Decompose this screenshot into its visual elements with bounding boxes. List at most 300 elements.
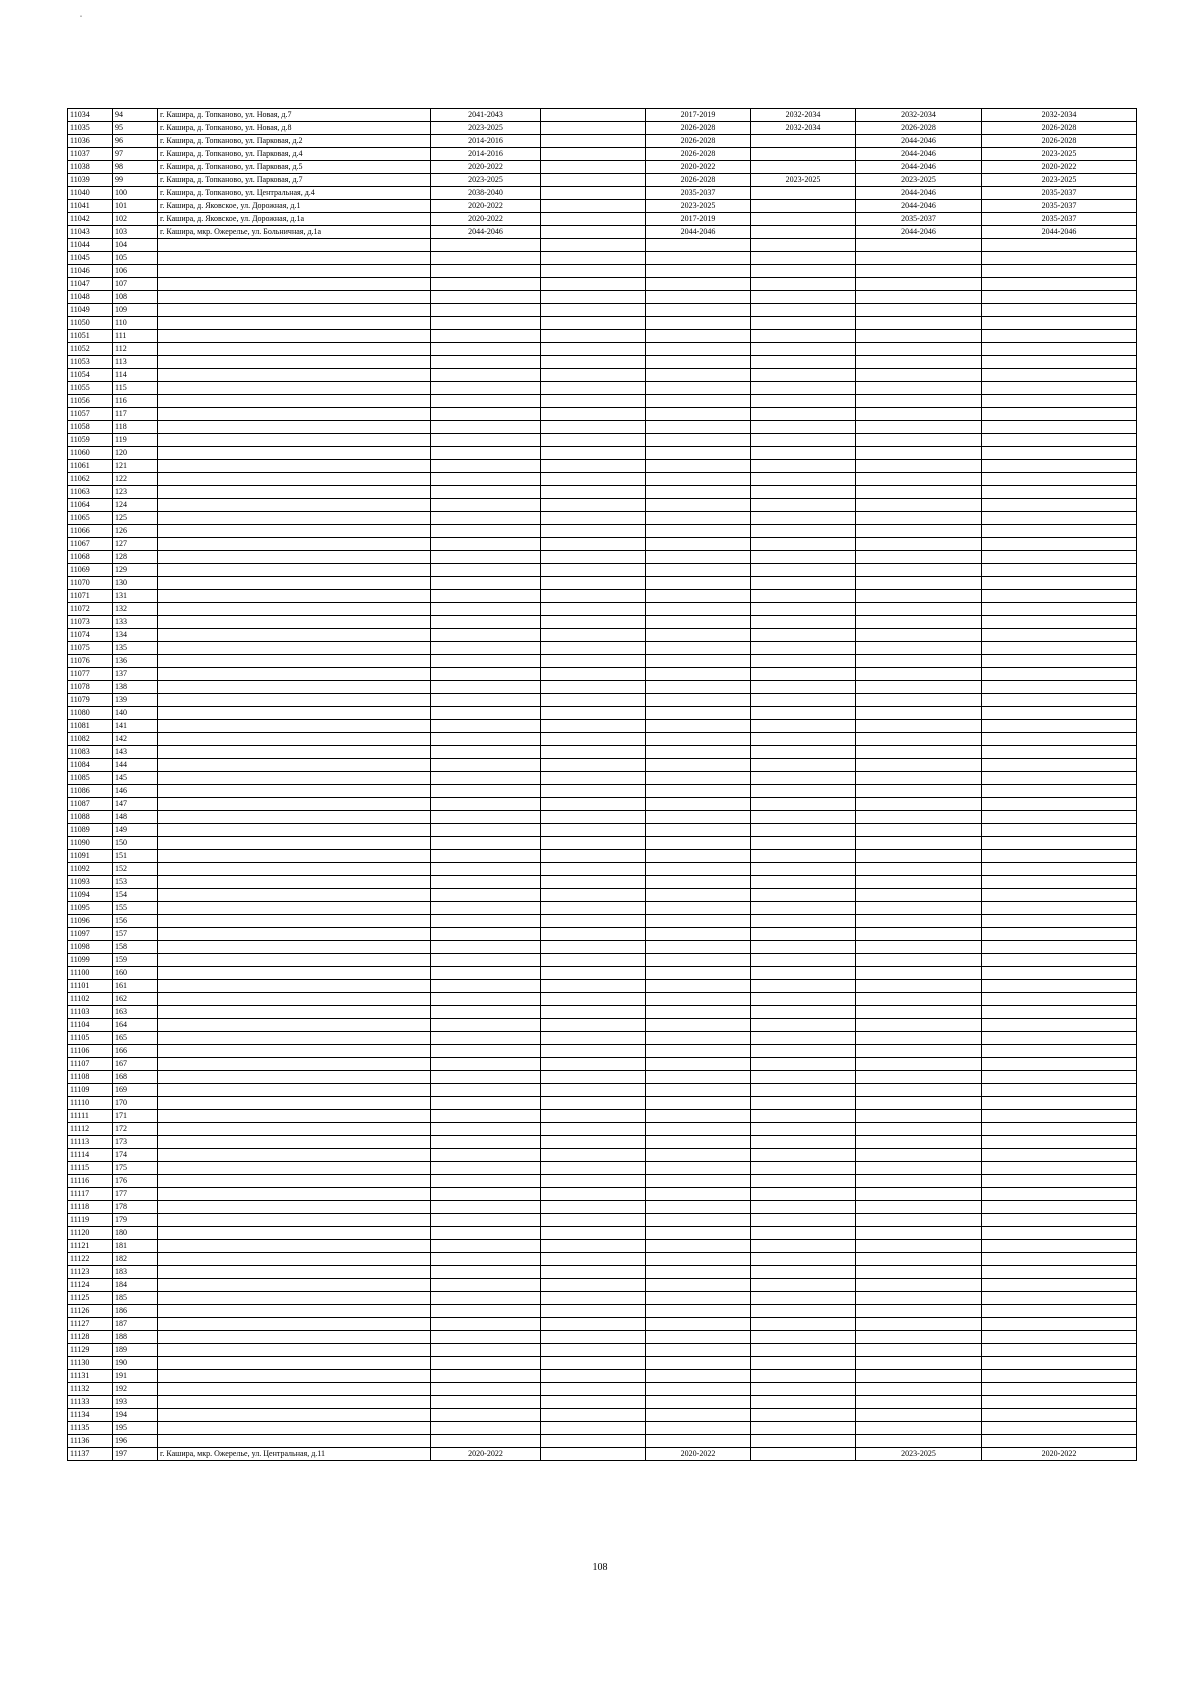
- table-row: [68, 863, 1137, 876]
- table-row: [68, 616, 1137, 629]
- row-number-cell: 182: [113, 1253, 158, 1266]
- address-cell: г. Кашира, мкр. Ожерелье, ул. Центральная, д.11: [158, 1448, 431, 1461]
- year-range-cell: [646, 1240, 751, 1253]
- year-range-cell: [646, 720, 751, 733]
- year-range-cell: [856, 1227, 982, 1240]
- address-cell: г. Кашира, д. Топканово, ул. Парковая, д.4: [158, 148, 431, 161]
- year-range-cell: [751, 1058, 856, 1071]
- table-row: [68, 1084, 1137, 1097]
- year-range-cell: [646, 265, 751, 278]
- row-number-cell: 196: [113, 1435, 158, 1448]
- year-range-cell: [751, 1240, 856, 1253]
- table-row: [68, 694, 1137, 707]
- year-range-cell: [541, 473, 646, 486]
- table-row: [68, 421, 1137, 434]
- year-range-cell: [541, 694, 646, 707]
- year-range-cell: [856, 642, 982, 655]
- year-range-cell: [541, 135, 646, 148]
- id-cell: 11129: [68, 1344, 113, 1357]
- year-range-cell: [856, 993, 982, 1006]
- year-range-cell: [751, 1032, 856, 1045]
- year-range-cell: [856, 1201, 982, 1214]
- id-cell: 11063: [68, 486, 113, 499]
- row-number-cell: 181: [113, 1240, 158, 1253]
- id-cell: 11087: [68, 798, 113, 811]
- year-range-cell: [431, 1409, 541, 1422]
- year-range-cell: 2035-2037: [982, 187, 1137, 200]
- year-range-cell: [431, 1136, 541, 1149]
- year-range-cell: 2026-2028: [646, 174, 751, 187]
- year-range-cell: [856, 889, 982, 902]
- address-cell: [158, 1266, 431, 1279]
- table-row: [68, 369, 1137, 382]
- year-range-cell: 2044-2046: [856, 226, 982, 239]
- address-cell: [158, 382, 431, 395]
- year-range-cell: [431, 603, 541, 616]
- year-range-cell: [646, 473, 751, 486]
- year-range-cell: [751, 434, 856, 447]
- year-range-cell: [982, 863, 1137, 876]
- table-row: [68, 1253, 1137, 1266]
- year-range-cell: [751, 278, 856, 291]
- row-number-cell: 112: [113, 343, 158, 356]
- year-range-cell: [751, 655, 856, 668]
- address-cell: [158, 460, 431, 473]
- year-range-cell: 2044-2046: [856, 200, 982, 213]
- table-row: [68, 1019, 1137, 1032]
- id-cell: 11097: [68, 928, 113, 941]
- year-range-cell: [541, 785, 646, 798]
- address-cell: [158, 629, 431, 642]
- address-cell: [158, 447, 431, 460]
- year-range-cell: [646, 1149, 751, 1162]
- id-cell: 11118: [68, 1201, 113, 1214]
- year-range-cell: [431, 889, 541, 902]
- table-row: [68, 499, 1137, 512]
- year-range-cell: [856, 1045, 982, 1058]
- year-range-cell: [646, 746, 751, 759]
- row-number-cell: 143: [113, 746, 158, 759]
- table-row: [68, 1266, 1137, 1279]
- address-cell: [158, 1435, 431, 1448]
- table-row: [68, 850, 1137, 863]
- address-cell: [158, 1357, 431, 1370]
- year-range-cell: [751, 1201, 856, 1214]
- address-cell: [158, 1097, 431, 1110]
- year-range-cell: [431, 395, 541, 408]
- table-row: [68, 1162, 1137, 1175]
- year-range-cell: [982, 1214, 1137, 1227]
- year-range-cell: [982, 824, 1137, 837]
- year-range-cell: [982, 1435, 1137, 1448]
- year-range-cell: [541, 772, 646, 785]
- year-range-cell: [646, 824, 751, 837]
- year-range-cell: [982, 707, 1137, 720]
- year-range-cell: [646, 1279, 751, 1292]
- year-range-cell: [541, 1344, 646, 1357]
- year-range-cell: [982, 772, 1137, 785]
- year-range-cell: [646, 876, 751, 889]
- year-range-cell: [646, 928, 751, 941]
- year-range-cell: [856, 473, 982, 486]
- address-cell: [158, 1110, 431, 1123]
- address-cell: [158, 902, 431, 915]
- year-range-cell: [541, 642, 646, 655]
- year-range-cell: [646, 577, 751, 590]
- address-cell: [158, 1305, 431, 1318]
- address-cell: [158, 330, 431, 343]
- year-range-cell: [856, 1175, 982, 1188]
- address-cell: [158, 772, 431, 785]
- year-range-cell: [431, 655, 541, 668]
- year-range-cell: [431, 1318, 541, 1331]
- year-range-cell: [541, 720, 646, 733]
- year-range-cell: [982, 1110, 1137, 1123]
- year-range-cell: [856, 941, 982, 954]
- table-row: [68, 577, 1137, 590]
- address-cell: [158, 1409, 431, 1422]
- year-range-cell: [751, 1019, 856, 1032]
- row-number-cell: 175: [113, 1162, 158, 1175]
- year-range-cell: [541, 1227, 646, 1240]
- year-range-cell: [431, 1240, 541, 1253]
- year-range-cell: [856, 980, 982, 993]
- year-range-cell: [982, 1136, 1137, 1149]
- year-range-cell: [431, 668, 541, 681]
- year-range-cell: [431, 408, 541, 421]
- year-range-cell: [751, 811, 856, 824]
- address-cell: [158, 1071, 431, 1084]
- year-range-cell: 2038-2040: [431, 187, 541, 200]
- table-row: [68, 135, 1137, 148]
- address-cell: [158, 603, 431, 616]
- row-number-cell: 115: [113, 382, 158, 395]
- year-range-cell: [431, 512, 541, 525]
- year-range-cell: [751, 1175, 856, 1188]
- id-cell: 11038: [68, 161, 113, 174]
- year-range-cell: [856, 1188, 982, 1201]
- table-row: [68, 213, 1137, 226]
- address-cell: г. Кашира, д. Топканово, ул. Парковая, д.7: [158, 174, 431, 187]
- year-range-cell: [541, 1305, 646, 1318]
- year-range-cell: [431, 980, 541, 993]
- year-range-cell: [646, 434, 751, 447]
- year-range-cell: [856, 330, 982, 343]
- row-number-cell: 169: [113, 1084, 158, 1097]
- year-range-cell: [541, 1032, 646, 1045]
- year-range-cell: [982, 369, 1137, 382]
- address-cell: [158, 512, 431, 525]
- year-range-cell: [856, 863, 982, 876]
- year-range-cell: [431, 993, 541, 1006]
- year-range-cell: [982, 473, 1137, 486]
- year-range-cell: [431, 343, 541, 356]
- address-cell: [158, 837, 431, 850]
- year-range-cell: [856, 850, 982, 863]
- year-range-cell: [541, 1110, 646, 1123]
- year-range-cell: [856, 1357, 982, 1370]
- table-row: [68, 408, 1137, 421]
- year-range-cell: [541, 317, 646, 330]
- id-cell: 11114: [68, 1149, 113, 1162]
- id-cell: 11054: [68, 369, 113, 382]
- address-cell: [158, 1032, 431, 1045]
- year-range-cell: [541, 1084, 646, 1097]
- year-range-cell: [856, 720, 982, 733]
- table-row: [68, 1227, 1137, 1240]
- id-cell: 11084: [68, 759, 113, 772]
- year-range-cell: [982, 603, 1137, 616]
- year-range-cell: [751, 967, 856, 980]
- id-cell: 11090: [68, 837, 113, 850]
- table-row: [68, 122, 1137, 135]
- year-range-cell: [541, 525, 646, 538]
- year-range-cell: [751, 837, 856, 850]
- row-number-cell: 116: [113, 395, 158, 408]
- year-range-cell: 2032-2034: [856, 109, 982, 122]
- year-range-cell: [751, 850, 856, 863]
- year-range-cell: [856, 369, 982, 382]
- year-range-cell: [982, 291, 1137, 304]
- year-range-cell: [856, 1409, 982, 1422]
- table-row: [68, 707, 1137, 720]
- table-row: [68, 1201, 1137, 1214]
- id-cell: 11035: [68, 122, 113, 135]
- year-range-cell: [982, 954, 1137, 967]
- id-cell: 11074: [68, 629, 113, 642]
- year-range-cell: [646, 889, 751, 902]
- id-cell: 11117: [68, 1188, 113, 1201]
- year-range-cell: [646, 1253, 751, 1266]
- year-range-cell: [541, 226, 646, 239]
- address-cell: [158, 1422, 431, 1435]
- row-number-cell: 161: [113, 980, 158, 993]
- row-number-cell: 121: [113, 460, 158, 473]
- year-range-cell: [541, 863, 646, 876]
- year-range-cell: 2023-2025: [856, 1448, 982, 1461]
- year-range-cell: [431, 1019, 541, 1032]
- year-range-cell: [982, 902, 1137, 915]
- table-row: [68, 1110, 1137, 1123]
- year-range-cell: [646, 1201, 751, 1214]
- year-range-cell: [982, 577, 1137, 590]
- row-number-cell: 114: [113, 369, 158, 382]
- table-row: [68, 109, 1137, 122]
- row-number-cell: 126: [113, 525, 158, 538]
- id-cell: 11081: [68, 720, 113, 733]
- year-range-cell: [751, 616, 856, 629]
- year-range-cell: [541, 330, 646, 343]
- table-row: [68, 239, 1137, 252]
- year-range-cell: [751, 824, 856, 837]
- year-range-cell: [856, 382, 982, 395]
- year-range-cell: [751, 681, 856, 694]
- address-cell: [158, 980, 431, 993]
- row-number-cell: 134: [113, 629, 158, 642]
- year-range-cell: [751, 408, 856, 421]
- row-number-cell: 152: [113, 863, 158, 876]
- id-cell: 11068: [68, 551, 113, 564]
- year-range-cell: [751, 1331, 856, 1344]
- table-row: [68, 1188, 1137, 1201]
- year-range-cell: [431, 772, 541, 785]
- year-range-cell: [751, 772, 856, 785]
- year-range-cell: [541, 434, 646, 447]
- year-range-cell: [541, 551, 646, 564]
- id-cell: 11078: [68, 681, 113, 694]
- id-cell: 11109: [68, 1084, 113, 1097]
- row-number-cell: 178: [113, 1201, 158, 1214]
- year-range-cell: [431, 369, 541, 382]
- year-range-cell: [646, 1058, 751, 1071]
- address-cell: [158, 1279, 431, 1292]
- row-number-cell: 160: [113, 967, 158, 980]
- year-range-cell: [856, 759, 982, 772]
- year-range-cell: [646, 1214, 751, 1227]
- id-cell: 11091: [68, 850, 113, 863]
- table-row: [68, 174, 1137, 187]
- year-range-cell: [982, 655, 1137, 668]
- year-range-cell: [541, 265, 646, 278]
- year-range-cell: [646, 538, 751, 551]
- year-range-cell: [751, 1123, 856, 1136]
- year-range-cell: [751, 1435, 856, 1448]
- year-range-cell: [431, 564, 541, 577]
- year-range-cell: [646, 512, 751, 525]
- id-cell: 11110: [68, 1097, 113, 1110]
- year-range-cell: [541, 1370, 646, 1383]
- row-number-cell: 141: [113, 720, 158, 733]
- year-range-cell: [646, 460, 751, 473]
- id-cell: 11105: [68, 1032, 113, 1045]
- year-range-cell: [751, 369, 856, 382]
- year-range-cell: [646, 304, 751, 317]
- year-range-cell: [856, 525, 982, 538]
- table-row: [68, 655, 1137, 668]
- year-range-cell: [856, 1032, 982, 1045]
- year-range-cell: [541, 1318, 646, 1331]
- year-range-cell: [856, 915, 982, 928]
- year-range-cell: [541, 252, 646, 265]
- address-cell: г. Кашира, мкр. Ожерелье, ул. Больничная, д.1а: [158, 226, 431, 239]
- row-number-cell: 194: [113, 1409, 158, 1422]
- year-range-cell: [646, 863, 751, 876]
- id-cell: 11092: [68, 863, 113, 876]
- table-row: [68, 291, 1137, 304]
- year-range-cell: [646, 551, 751, 564]
- address-cell: [158, 824, 431, 837]
- year-range-cell: [646, 1305, 751, 1318]
- year-range-cell: [982, 1019, 1137, 1032]
- year-range-cell: 2044-2046: [856, 135, 982, 148]
- year-range-cell: [856, 278, 982, 291]
- table-row: [68, 1071, 1137, 1084]
- id-cell: 11126: [68, 1305, 113, 1318]
- year-range-cell: [856, 538, 982, 551]
- year-range-cell: [646, 1032, 751, 1045]
- year-range-cell: 2020-2022: [431, 200, 541, 213]
- table-row: [68, 1032, 1137, 1045]
- year-range-cell: [751, 980, 856, 993]
- year-range-cell: [856, 486, 982, 499]
- year-range-cell: [751, 1383, 856, 1396]
- year-range-cell: [541, 421, 646, 434]
- year-range-cell: [751, 1149, 856, 1162]
- row-number-cell: 148: [113, 811, 158, 824]
- year-range-cell: [431, 239, 541, 252]
- year-range-cell: [751, 1071, 856, 1084]
- year-range-cell: [541, 928, 646, 941]
- year-range-cell: [646, 291, 751, 304]
- table-row: [68, 629, 1137, 642]
- table-row: [68, 1396, 1137, 1409]
- row-number-cell: 118: [113, 421, 158, 434]
- address-cell: [158, 434, 431, 447]
- year-range-cell: [431, 499, 541, 512]
- address-cell: [158, 720, 431, 733]
- id-cell: 11059: [68, 434, 113, 447]
- year-range-cell: [431, 265, 541, 278]
- address-cell: [158, 850, 431, 863]
- year-range-cell: [982, 538, 1137, 551]
- year-range-cell: [856, 265, 982, 278]
- row-number-cell: 165: [113, 1032, 158, 1045]
- row-number-cell: 105: [113, 252, 158, 265]
- year-range-cell: [541, 967, 646, 980]
- table-row: [68, 1292, 1137, 1305]
- year-range-cell: [982, 304, 1137, 317]
- year-range-cell: [541, 460, 646, 473]
- year-range-cell: [856, 239, 982, 252]
- year-range-cell: [431, 317, 541, 330]
- year-range-cell: [982, 694, 1137, 707]
- row-number-cell: 128: [113, 551, 158, 564]
- row-number-cell: 184: [113, 1279, 158, 1292]
- year-range-cell: [982, 330, 1137, 343]
- year-range-cell: [856, 1383, 982, 1396]
- row-number-cell: 97: [113, 148, 158, 161]
- year-range-cell: [431, 733, 541, 746]
- year-range-cell: [982, 382, 1137, 395]
- year-range-cell: [751, 213, 856, 226]
- year-range-cell: [646, 694, 751, 707]
- id-cell: 11131: [68, 1370, 113, 1383]
- year-range-cell: [541, 629, 646, 642]
- year-range-cell: [646, 1084, 751, 1097]
- year-range-cell: [856, 629, 982, 642]
- id-cell: 11119: [68, 1214, 113, 1227]
- row-number-cell: 191: [113, 1370, 158, 1383]
- year-range-cell: [431, 1435, 541, 1448]
- year-range-cell: [856, 1214, 982, 1227]
- year-range-cell: [646, 837, 751, 850]
- table-row: [68, 512, 1137, 525]
- year-range-cell: [646, 668, 751, 681]
- year-range-cell: [431, 1344, 541, 1357]
- year-range-cell: [751, 642, 856, 655]
- year-range-cell: [541, 1214, 646, 1227]
- address-cell: [158, 681, 431, 694]
- address-cell: [158, 746, 431, 759]
- year-range-cell: [431, 421, 541, 434]
- year-range-cell: [982, 1344, 1137, 1357]
- year-range-cell: [751, 1357, 856, 1370]
- table-row: [68, 447, 1137, 460]
- table-row: [68, 1175, 1137, 1188]
- row-number-cell: 96: [113, 135, 158, 148]
- year-range-cell: 2020-2022: [982, 1448, 1137, 1461]
- year-range-cell: [431, 824, 541, 837]
